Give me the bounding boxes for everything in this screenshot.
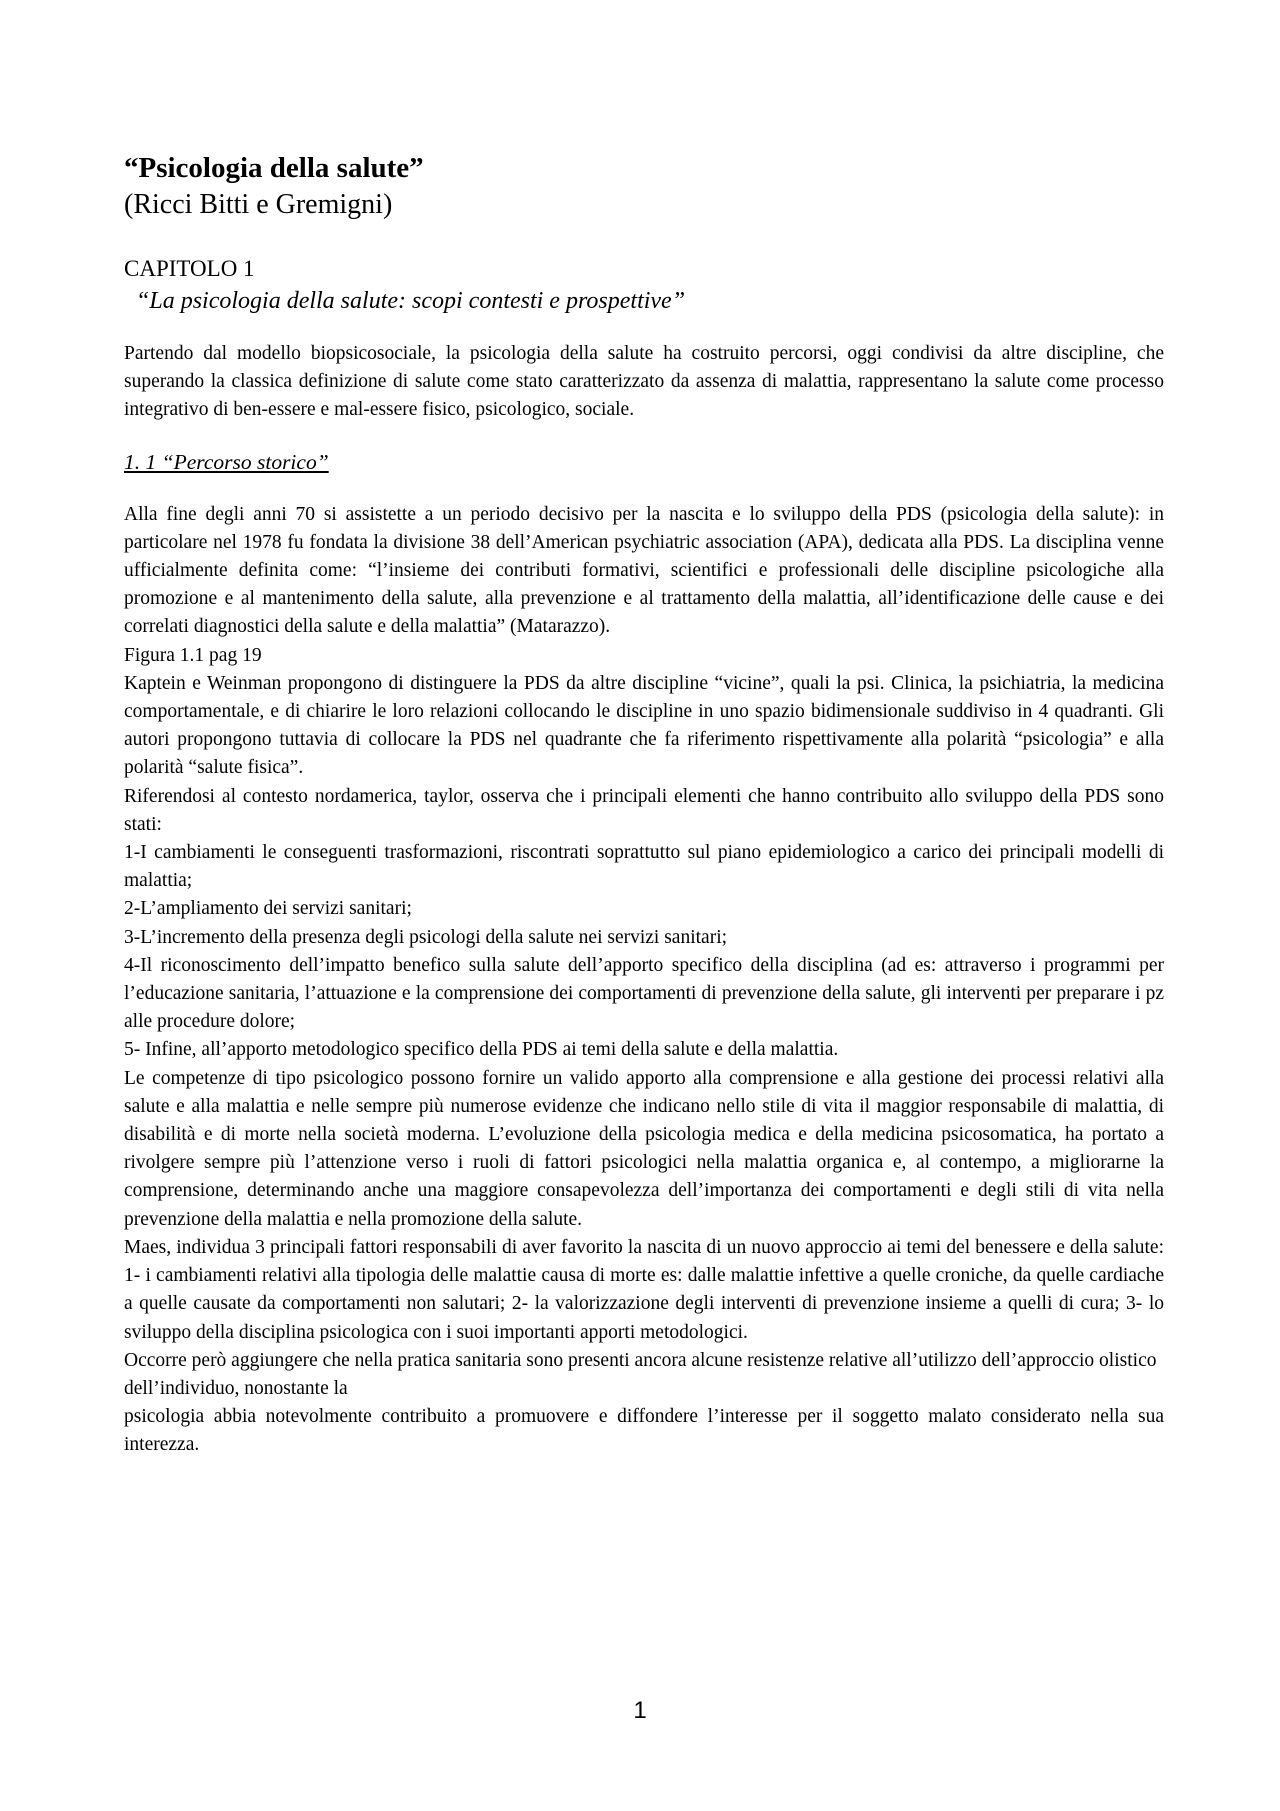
list-item-2: 2-L’ampliamento dei servizi sanitari; — [124, 898, 412, 920]
paragraph-kaptein-weinman: Kaptein e Weinman propongono di distinguere la PDS da altre discipline “vicine”, quali la psi. Clinica, la psichiatria, la medicina comportamentale, e di chiarire le loro relazioni collocando le discipline in uno spazio bidimensionale suddiviso in 4 quadranti. Gli autori propongono tuttavia di collocare la PDS nel quadrante che fa riferimento rispettivamente alla polarità “psicologia” e alla polarità “salute fisica”. — [124, 672, 1164, 779]
list-item-3: 3-L’incremento della presenza degli psicologi della salute nei servizi sanitari; — [124, 926, 728, 948]
list-item-1: 1-I cambiamenti le conseguenti trasformazioni, riscontrati soprattutto sul piano epidemiologico a carico dei principali modelli di malattia; — [124, 842, 1164, 892]
body-text — [124, 501, 1164, 1460]
document-subtitle: (Ricci Bitti e Gremigni) — [124, 189, 393, 220]
paragraph-competenze: Le competenze di tipo psicologico possono fornire un valido apporto alla comprensione e alla gestione dei processi relativi alla salute e alla malattia e nelle sempre più numerose evidenze che indicano nello stile di vita il maggior responsabile di malattia, di disabilità e di morte nella società moderna. L’evoluzione della psicologia medica e della medicina psicosomatica, ha portato a rivolgere sempre più l’attenzione verso i ruoli di fattori psicologici nella malattia organica e, al contempo, a migliorarne la comprensione, determinando anche una maggiore consapevolezza dell’importanza dei comportamenti e degli stili di vita nella prevenzione della malattia e nella promozione della salute. — [124, 1067, 1164, 1230]
chapter-title: “La psicologia della salute: scopi contesti e prospettive” — [136, 288, 686, 314]
section-heading: 1. 1 “Percorso storico” — [124, 449, 329, 474]
paragraph-maes: Maes, individua 3 principali fattori responsabili di aver favorito la nascita di un nuovo approccio ai temi del benessere e della salute: 1- i cambiamenti relativi alla tipologia delle malattie causa di morte es: dalle malattie infettive a quelle croniche, da quelle cardiache a quelle causate da comportamenti non salutari; 2- la valorizzazione degli interventi di prevenzione insieme a quelli di cura; 3- lo sviluppo della disciplina psicologica con i suoi importanti apporti metodologici. — [124, 1236, 1164, 1343]
paragraph-resistenze: Occorre però aggiungere che nella pratica sanitaria sono presenti ancora alcune resistenze relative all’utilizzo dell’approccio olistico dell’individuo, nonostante la — [124, 1349, 1157, 1399]
document-title: “Psicologia della salute” — [124, 152, 424, 184]
list-item-5: 5- Infine, all’apporto metodologico specifico della PDS ai temi della salute e della malattia. — [124, 1039, 839, 1061]
document-page — [124, 150, 1164, 1460]
figure-reference: Figura 1.1 pag 19 — [124, 644, 262, 666]
intro-paragraph: Partendo dal modello biopsicosociale, la psicologia della salute ha costruito percorsi, oggi condivisi da altre discipline, che superando la classica definizione di salute come stato caratterizzato da assenza di malattia, rappresentano la salute come processo integrativo di ben-essere e mal-essere fisico, psicologico, sociale. — [124, 343, 1164, 421]
list-item-4: 4-Il riconoscimento dell’impatto benefico sulla salute dell’apporto specifico della disciplina (ad es: attraverso i programmi per l’educazione sanitaria, l’attuazione e la comprensione dei comportamenti di prevenzione della salute, gli interventi per preparare i pz alle procedure dolore; — [124, 954, 1164, 1033]
paragraph-conclusion: psicologia abbia notevolmente contribuito a promuovere e diffondere l’interesse per il soggetto malato considerato nella sua interezza. — [124, 1406, 1164, 1456]
paragraph-pds-origins: Alla fine degli anni 70 si assistette a un periodo decisivo per la nascita e lo sviluppo della PDS (psicologia della salute): in particolare nel 1978 fu fondata la divisione 38 dell’American psychiatric association (APA), dedicata alla PDS. La disciplina venne ufficialmente definita come: “l’insieme dei contributi formativi, scientifici e professionali delle discipline psicologiche alla promozione e al mantenimento della salute, alla prevenzione e al trattamento della malattia, all’identificazione delle cause e dei correlati diagnostici della salute e della malattia” (Matarazzo). — [124, 503, 1164, 638]
paragraph-taylor: Riferendosi al contesto nordamerica, taylor, osserva che i principali elementi che hanno contribuito allo sviluppo della PDS sono stati: — [124, 785, 1164, 835]
chapter-label: CAPITOLO 1 — [124, 256, 255, 281]
page-number: 1 — [633, 1697, 647, 1724]
